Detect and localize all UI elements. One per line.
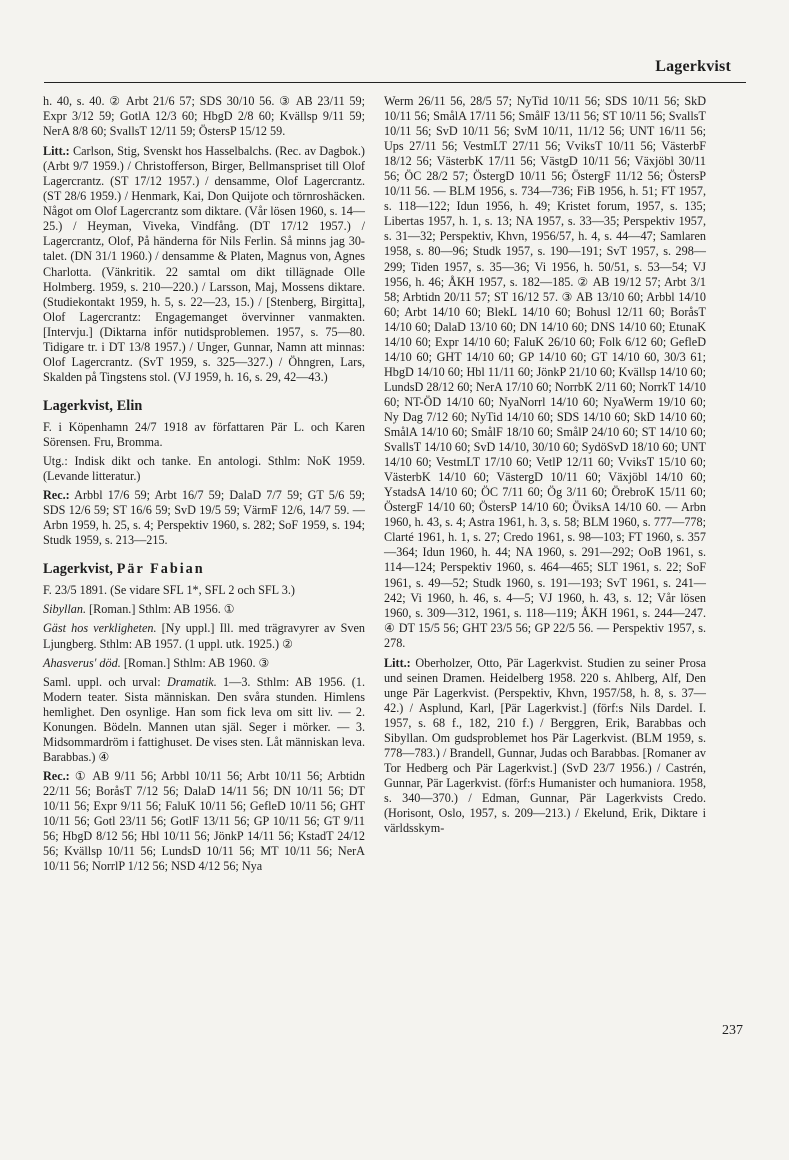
collected-editions — [43, 675, 365, 765]
litt-label: Litt.: — [384, 655, 411, 670]
reviews-continued: Werm 26/11 56, 28/5 57; NyTid 10/11 56; SDS 10/11 56; SkD 10/11 56; SmålA 17/11 56; SmålF 13/11 56; ST 10/11 56; SvallsT 10/11 56; SvD 10/11 56; SvM 10/11, 11/12 56; UNT 16/11 56; Ups 27/11 56; VestmLT 27/11 56; VviksT 10/11 56; VästerbF 18/12 56; VästerbK 17/11 56; VästgD 10/11 56; Växjöbl 30/11 56; ÖC 28/2 57; ÖstergD 10/11 56; ÖstergF 11/12 56; ÖstersP 10/11 56. — BLM 1956, s. 734—736; FiB 1956, h. 51; FT 1957, s. 118—122; Idun 1956, h. 49; Kristet forum, 1957, s. 135; Libertas 1957, h. 1, s. 13; NA 1957, s. 33—35; Perspektiv 1957, s. 31—32; Perspektiv, Khvn, 1956/57, h. 4, s. 44—47; Samlaren 1958, s. 80—96; Studk 1957, s. 190—191; SvT 1957, s. 298—299; Tiden 1957, s. 35—36; Vi 1956, h. 50/51, s. 53—54; VJ 1956, h. 46; ÅKH 1957, s. 182—185. ② AB 19/12 57; Arbt 3/1 58; Arbtidn 20/11 57; ST 16/12 57. ③ AB 13/10 60; Arbbl 14/10 60; Arbt 14/10 60; BlekL 14/10 60; Bohusl 12/11 60; BoråsT 14/10 60; DalaD 13/10 60; DN 14/10 60; DNS 14/10 60; EtunaK 14/10 60; Expr 14/10 60; FaluK 26/10 60; Folk 6/12 60; GefleD 14/10 60; GHT 14/10 60; GP 14/10 60; GT 14/10 60, 30/3 61; HbgD 14/10 60; Hbl 11/11 60; JönkP 21/10 60; Kvällsp 14/10 60; LundsD 28/12 60; NerA 17/10 60; NorrbK 2/11 60; NorrkT 14/10 60; NT-ÖD 14/10 60; NyaNorrl 14/10 60; NyaWerm 19/10 60; Ny Dag 7/12 60; NyTid 14/10 60; SDS 14/10 60; SkD 14/10 60; SmålA 14/10 60; SmålF 18/10 60; SmålP 24/10 60; ST 14/10 60; SvallsT 14/10 60; SvD 14/10, 30/10 60; SydöSvD 18/10 60; UNT 14/10 60; VestmLT 17/10 60; VetlP 12/11 60; VviksT 15/10 60; VästerbK 14/10 60; VästergD 10/11 60; Växjöbl 14/10 60; YstadsA 14/10 60; ÖC 7/11 60; Ög 3/11 60; ÖrebroK 15/11 60; ÖstergF 14/10 60; ÖstersP 14/10 60; ÖviksA 14/10 60. — Arbn 1960, h. 43, s. 4; Astra 1961, h. 3, s. 58; BLM 1960, s. 777—778; Clarté 1961, h. 1, s. 27; Credo 1961, s. 98—103; FT 1960, s. 357—364; Idun 1960, h. 44; NA 1960, s. 291—292; OoB 1961, s. 114—124; Perspektiv 1960, s. 464—465; SLT 1961, s. 22; SoF 1961, s. 49—52; Studk 1960, s. 191—193; SvT 1961, s. 241—242; Vi 1960, h. 46, s. 4—5; VJ 1960, h. 43, s. 12; Vår lösen 1960, s. 309—312, 1961, s. 118—119; ÅKH 1961, s. 244—247. ④ DT 15/5 56; GHT 23/5 56; GP 22/5 56. — Perspektiv 1957, s. 278. — [384, 94, 706, 650]
work-title: Sibyllan. — [43, 602, 86, 617]
rec-text: ① AB 9/11 56; Arbbl 10/11 56; Arbt 10/11 56; Arbtidn 22/11 56; BoråsT 7/12 56; DalaD 14/11 56; DN 10/11 56; DT 10/11 56; Expr 9/11 56; FaluK 10/11 56; GefleD 10/11 56; GHT 10/11 56; Gotl 23/11 56; GotlF 13/11 56; GP 10/11 56; GT 9/11 56; HbgD 8/12 56; Hbl 10/11 56; JönkP 14/11 56; KstadT 24/12 56; Kvällsp 10/11 56; LundsD 10/11 56; MT 10/11 56; NerA 10/11 56; NorrlP 1/12 56; NSD 4/12 56; Nya — [43, 768, 365, 874]
saml-prefix: Saml. uppl. och urval: — [43, 674, 167, 689]
rec-text: Arbbl 17/6 59; Arbt 16/7 59; DalaD 7/7 59; GT 5/6 59; SDS 12/6 59; ST 16/6 59; SvD 19/5 59; VärmF 12/6, 14/7 59. — Arbn 1959, h. 25, s. 4; Perspektiv 1960, s. 282; SoF 1959, s. 194; Studk 1959, s. 213—215. — [43, 488, 365, 548]
header-rule — [44, 82, 746, 83]
litt-text: Oberholzer, Otto, Pär Lagerkvist. Studien zu seiner Prosa und seinen Dramen. Heidelberg 1958. 220 s. Ahlberg, Alf, Den unge Pär Lagerkvist. (Perspektiv, Khvn, 1957/58, h. 8, s. 37—42.) / Asplund, Karl, [Pär Lagerkvist.] (förf:s Nils Dardel. I. 1957, s. 68 f., 182, 210 f.) / Berggren, Erik, Barabbas och Sibyllan. Om gudsproblemet hos Pär Lagerkvist. (BLM 1959, s. 778—783.) / Brandell, Gunnar, Judas och Barabbas. [Romaner av Tor Hedberg och Pär Lagerkvist.] (SvD 23/7 1956.) / Castrén, Gunnar, Pär Lagerkvist. (förf:s Humanister och humaniora. 1958, s. 340—370.) / Edman, Gunnar, Pär Lagerkvists Credo. (Horisont, Oslo, 1957, s. 209—213.) / Ekelund, Erik, Diktare i världsskym- — [384, 655, 706, 836]
litt-label: Litt.: — [43, 144, 70, 159]
work-sibyllan — [43, 602, 365, 617]
par-bio: F. 23/5 1891. (Se vidare SFL 1*, SFL 2 och SFL 3.) — [43, 583, 295, 598]
heading-surname: Lagerkvist, — [43, 561, 114, 578]
work-details: [Roman.] Sthlm: AB 1960. ③ — [120, 655, 270, 670]
literature-paragraph — [384, 656, 706, 837]
continued-entry: h. 40, s. 40. ② Arbt 21/6 57; SDS 30/10 56. ③ AB 23/11 59; Expr 3/12 59; GotlA 12/3 60; HbgD 2/8 60; Kvällsp 9/11 59; NerA 8/8 60; SvallsT 12/11 59; ÖstersP 15/12 59. — [43, 94, 365, 139]
left-column — [43, 94, 365, 879]
entry-heading-par — [43, 562, 365, 577]
work-title: Gäst hos verkligheten. — [43, 621, 157, 636]
page-number: 237 — [722, 1023, 743, 1038]
par-reviews — [43, 769, 365, 874]
entry-heading-elin: Lagerkvist, Elin — [43, 397, 143, 414]
work-ahasverus — [43, 656, 365, 671]
saml-title: Dramatik. — [167, 674, 217, 689]
saml-details: 1—3. Sthlm: AB 1956. (1. Modern teater. Sista människan. Den svåra stunden. Himlens hemlighet. Den osynlige. Han som fick leva om sitt liv. — 2. Konungen. Bödeln. Mannen utan själ. Seger i mörker. — 3. Midsommardröm i fattighuset. De vises sten. Låt människan leva. Barabbas.) ④ — [43, 674, 366, 764]
rec-label: Rec.: — [43, 768, 70, 783]
litt-text: Carlson, Stig, Svenskt hos Hasselbalchs. (Rec. av Dagbok.) (Arbt 9/7 1959.) / Christofferson, Birger, Bellmanspriset till Olof Lagercrantz. (ST 17/12 1957.) / densamme, Olof Lagercrantz. (ST 28/6 1959.) / Henmark, Kai, Don Quijote och törnroshäcken. Något om Olof Lagercrantz som diktare. (Vår lösen 1960, s. 14—25.) / Heyman, Viveka, Vindfång. (DT 17/12 1957.) / Lagercrantz, Olof, På händerna för Nils Ferlin. Så minns jag 30-talet. (DN 31/1 1960.) / densamme & Platen, Magnus von, Agnes Charlotta. (Vänkritik. 22 samtal om dikt tillägnade Olle Holmberg. 1959, s. 210—220.) / Larsson, Maj, Mossens diktare. (Studiekontakt 1959, h. 5, s. 22—23, 15.) / [Stenberg, Birgitta], Olof Lagercrantz: Engagemanget övervinner vanmakten. [Intervju.] (Diktarna inför nutidsproblemen. 1957, s. 75—80. Tidigare tr. i DT 13/8 1957.) / Unger, Gunnar, Namn att minnas: Olof Lagercrantz. (SvT 1959, s. 325—327.) / Öhngren, Lars, Skalden på Tingstens stol. (VJ 1959, h. 16, s. 29, 42—43.) — [43, 144, 365, 384]
running-header: Lagerkvist — [655, 58, 731, 75]
rec-label: Rec.: — [43, 488, 70, 503]
work-gast — [43, 621, 365, 651]
work-details: [Roman.] Sthlm: AB 1956. ① — [86, 602, 235, 617]
heading-given: Pär Fabian — [116, 561, 205, 578]
elin-bio: F. i Köpenhamn 24/7 1918 av författaren Pär L. och Karen Sörensen. Fru, Bromma. — [43, 419, 365, 449]
right-column — [384, 94, 706, 841]
work-details: [Ny uppl.] Ill. med trägravyrer av Sven Ljungberg. Sthlm: AB 1957. (1 uppl. utk. 1925.) ② — [43, 621, 365, 651]
literature-paragraph — [43, 144, 365, 385]
work-title: Ahasverus' död. — [43, 655, 121, 670]
elin-utg: Utg.: Indisk dikt och tanke. En antologi. Sthlm: NoK 1959. (Levande litteratur.) — [43, 454, 365, 484]
elin-reviews — [43, 488, 365, 548]
